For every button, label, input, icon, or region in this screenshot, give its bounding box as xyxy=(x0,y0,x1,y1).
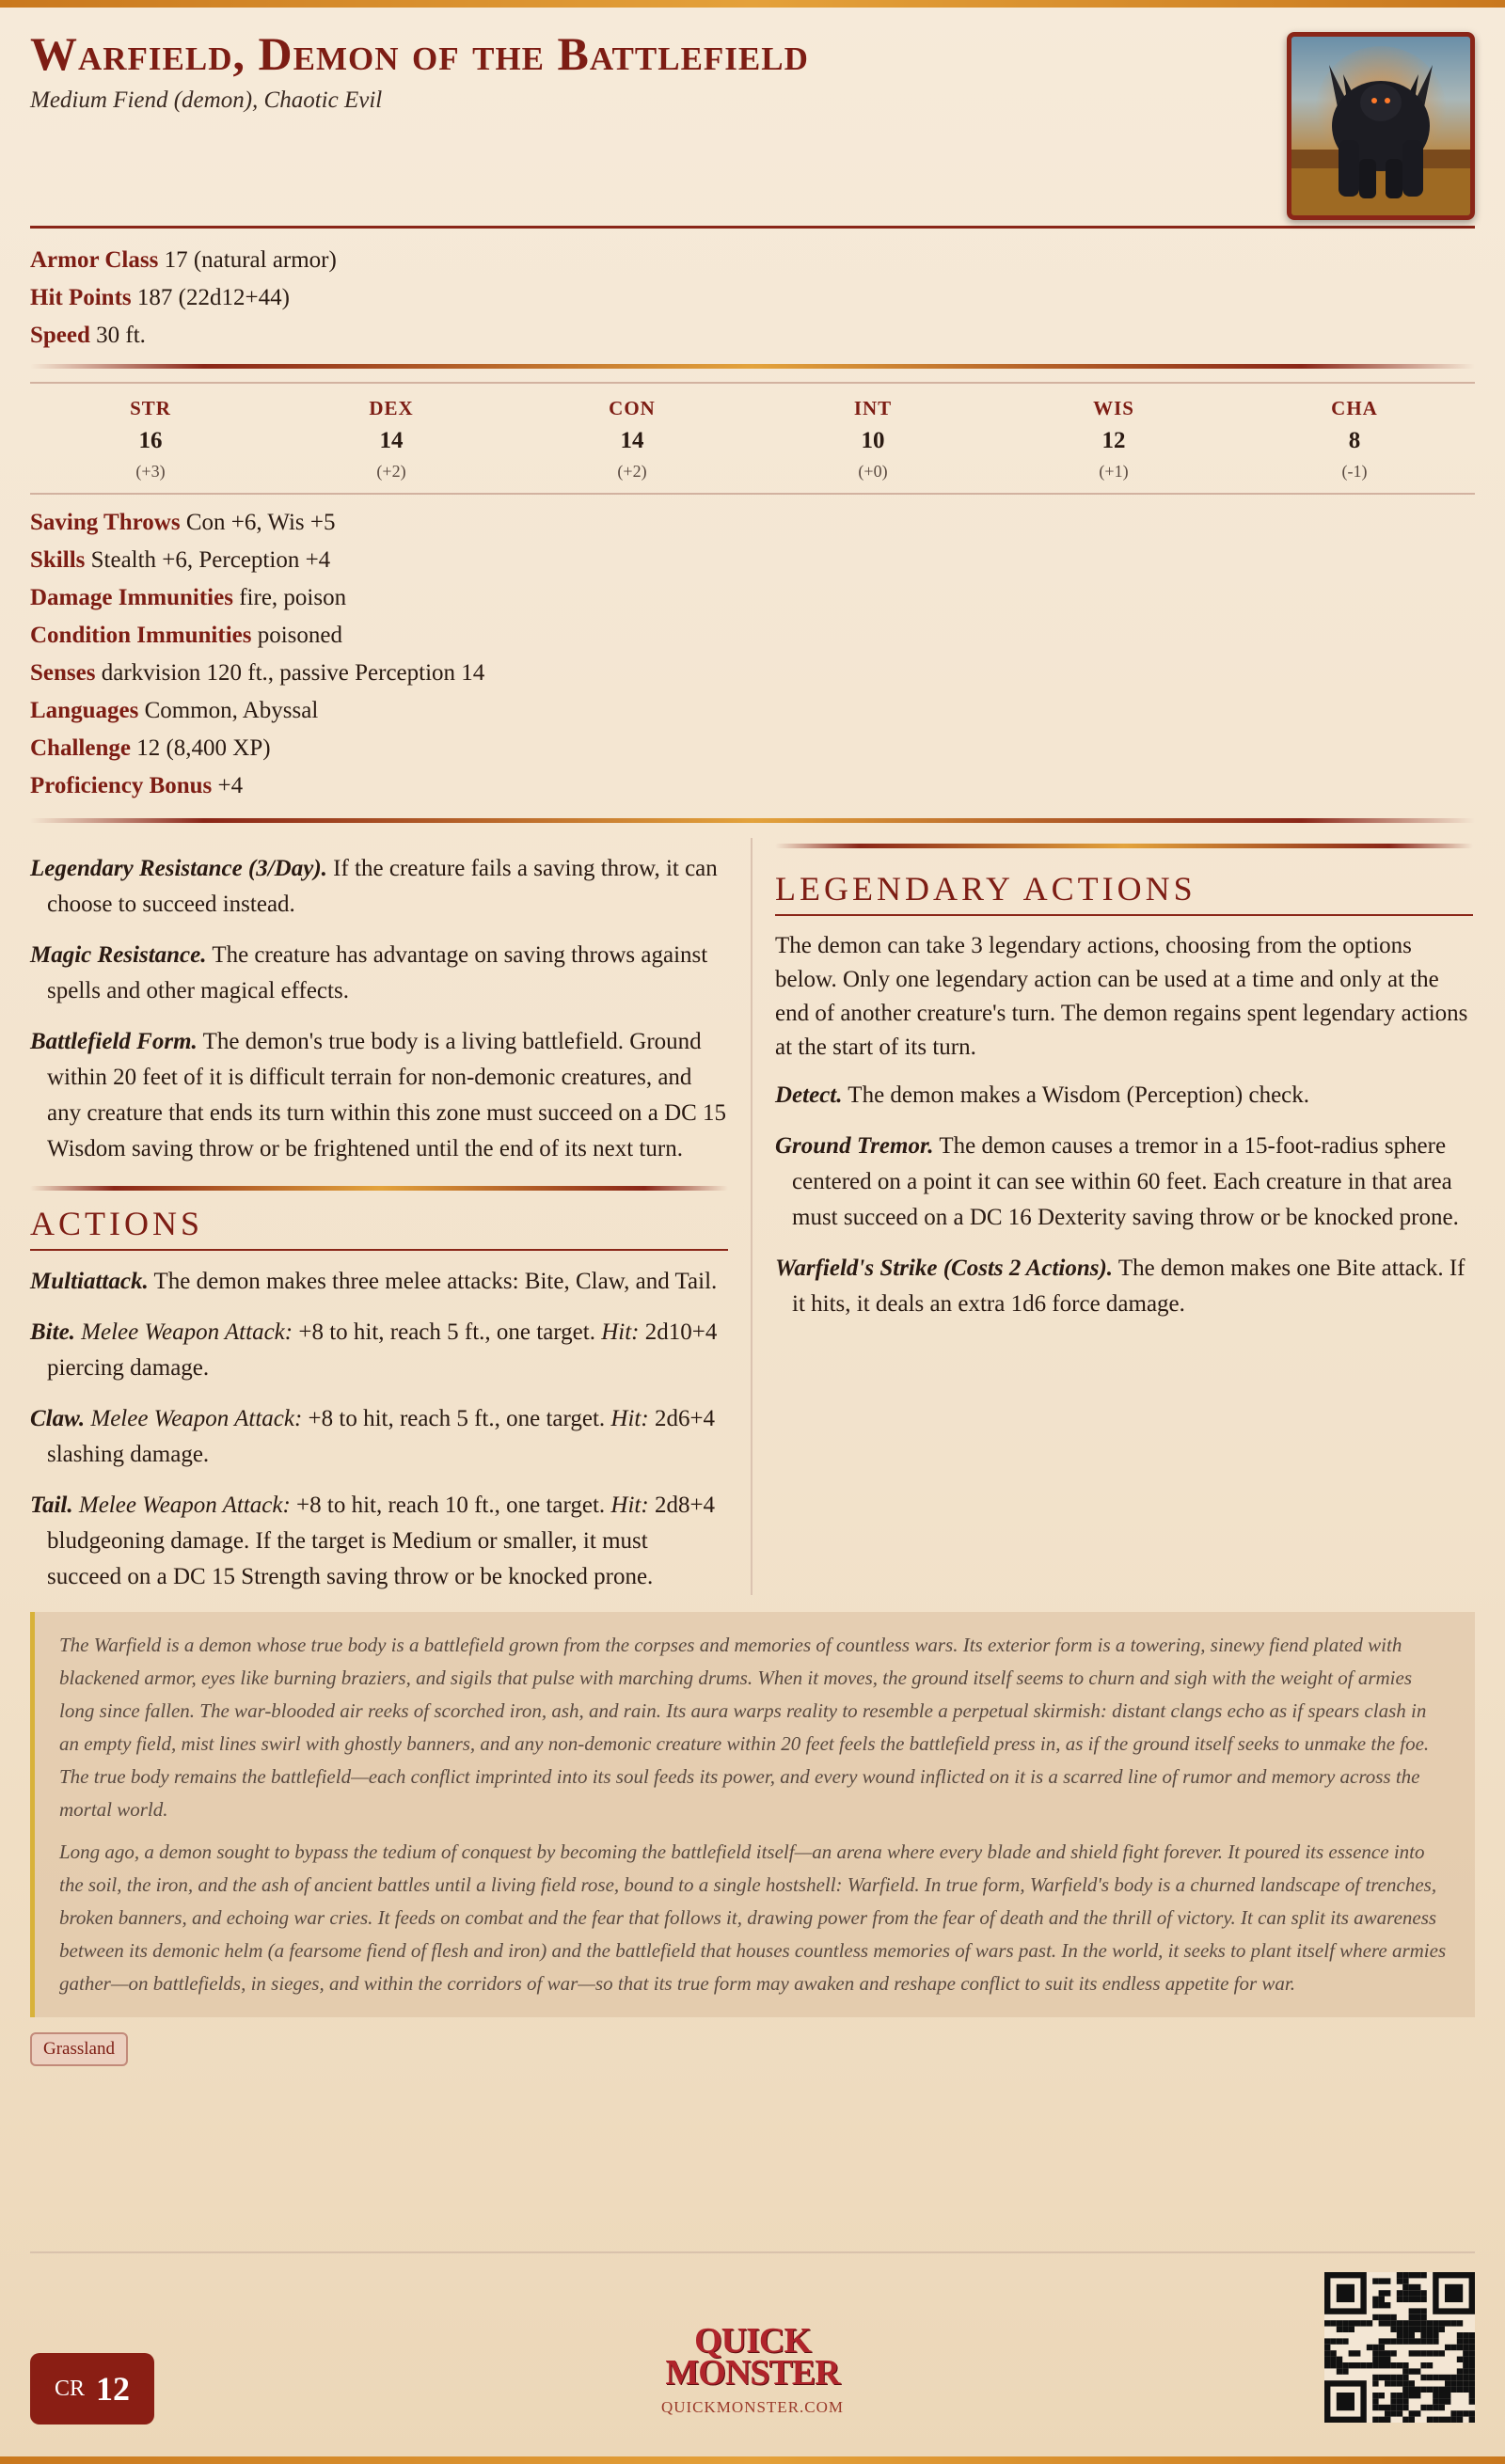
legendary-action-text: The demon makes a Wisdom (Perception) check. xyxy=(848,1082,1310,1108)
attack-type: Melee Weapon Attack: xyxy=(81,1319,293,1345)
attack-type: Melee Weapon Attack: xyxy=(78,1493,291,1518)
trait-entry xyxy=(30,851,728,923)
actions-divider xyxy=(30,1186,728,1191)
detail-properties xyxy=(30,495,1475,818)
cr-badge xyxy=(30,2353,154,2425)
property-row xyxy=(30,692,1475,730)
trait-entry xyxy=(30,1024,728,1167)
property-row xyxy=(30,579,1475,617)
left-column xyxy=(30,838,752,1595)
actions-heading: ACTIONS xyxy=(30,1204,728,1251)
legendary-action-text: The demon makes one Bite attack. If it hits, it deals an extra 1d6 force damage. xyxy=(792,1256,1465,1317)
legendary-action-name: Ground Tremor. xyxy=(775,1133,934,1159)
ability-modifier: (+1) xyxy=(1099,462,1129,481)
property-row xyxy=(30,767,1475,805)
hit-label: Hit: xyxy=(601,1319,640,1345)
ability-wis xyxy=(993,397,1234,482)
property-value: fire, poison xyxy=(239,585,347,610)
property-row xyxy=(30,279,1475,317)
ability-modifier: (-1) xyxy=(1341,462,1368,481)
legendary-action-entry xyxy=(775,1129,1473,1236)
attack-stats: +8 to hit, reach 5 ft., one target. xyxy=(308,1406,606,1431)
trait-text: The demon's true body is a living battlefield. Ground within 20 feet of it is difficult terrain for non-demonic creatures, and any creature that ends its turn within this zone must succeed on a DC 15 Wisdom saving throw or be frightened until the end of its next turn. xyxy=(47,1029,727,1161)
ability-name: STR xyxy=(130,397,171,419)
attack-stats: +8 to hit, reach 10 ft., one target. xyxy=(296,1493,606,1518)
ability-score: 14 xyxy=(620,428,644,453)
ability-con xyxy=(512,397,752,482)
trait-name: Magic Resistance. xyxy=(30,942,207,968)
property-value: 30 ft. xyxy=(96,323,146,348)
cr-label: CR xyxy=(54,2376,85,2401)
lore-box xyxy=(30,1612,1475,2017)
header xyxy=(30,28,1475,226)
property-value: +4 xyxy=(217,773,244,798)
traits-list xyxy=(30,851,728,1167)
ability-name: WIS xyxy=(1093,397,1134,419)
ability-cha xyxy=(1234,397,1475,482)
property-label: Damage Immunities xyxy=(30,585,233,610)
top-accent-bar xyxy=(0,0,1505,8)
right-column xyxy=(752,838,1473,1595)
monster-title: Warfield, Demon of the Battlefield xyxy=(30,27,809,80)
trait-text: The creature has advantage on saving throws against spells and other magical effects. xyxy=(47,942,708,1003)
ability-score: 10 xyxy=(861,428,885,453)
ability-dex xyxy=(271,397,512,482)
demon-silhouette-icon xyxy=(1291,37,1470,215)
action-entry xyxy=(30,1401,728,1473)
qr-code-icon[interactable] xyxy=(1324,2272,1475,2423)
attack-stats: +8 to hit, reach 5 ft., one target. xyxy=(298,1319,595,1345)
property-label: Languages xyxy=(30,698,139,723)
legendary-divider xyxy=(775,844,1473,848)
property-row xyxy=(30,617,1475,655)
property-row xyxy=(30,317,1475,355)
ability-modifier: (+3) xyxy=(135,462,166,481)
stat-block xyxy=(30,28,1475,2066)
legendary-action-entry xyxy=(775,1078,1473,1114)
legendary-action-name: Detect. xyxy=(775,1082,843,1108)
trait-name: Battlefield Form. xyxy=(30,1029,198,1054)
bottom-accent-bar xyxy=(0,2456,1505,2464)
ability-int xyxy=(752,397,993,482)
property-row xyxy=(30,542,1475,579)
lore-paragraph: Long ago, a demon sought to bypass the tedium of conquest by becoming the battlefield itself—an arena where every blade and shield fight forever. It poured its essence into the soil, the iron, and the ash of ancient battles until a living field rose, bound to a single hostshell: Warfield. In true form, Warfield's body is a churned landscape of trenches, broken banners, and echoing war cries. It feeds on combat and the fear that follows it, drawing power from the fear of death and the thrill of victory. It can split its awareness between its demonic helm (a fearsome fiend of flesh and iron) and the battlefield that houses countless memories of wars past. In the world, it seeks to plant itself where armies gather—on battlefields, in sieges, and within the corridors of war—so that its true form may awaken and reshape conflict to suit its endless appetite for war. xyxy=(59,1840,1447,1995)
property-row xyxy=(30,655,1475,692)
property-label: Proficiency Bonus xyxy=(30,773,213,798)
legendary-action-text: The demon causes a tremor in a 15-foot-radius sphere centered on a point it can see within 60 feet. Each creature in that area must succeed on a DC 16 Dexterity saving throw or be knocked prone. xyxy=(792,1133,1459,1230)
property-label: Senses xyxy=(30,660,96,686)
actions-list xyxy=(30,1264,728,1595)
trait-text: If the creature fails a saving throw, it can choose to succeed instead. xyxy=(47,856,718,917)
ability-scores xyxy=(30,382,1475,495)
property-value: Stealth +6, Perception +4 xyxy=(90,547,331,573)
legendary-action-name: Warfield's Strike (Costs 2 Actions). xyxy=(775,1256,1114,1281)
property-value: 17 (natural armor) xyxy=(164,247,337,273)
ability-modifier: (+2) xyxy=(617,462,647,481)
ability-name: CHA xyxy=(1331,397,1378,419)
action-text: The demon makes three melee attacks: Bite, Claw, and Tail. xyxy=(153,1269,718,1294)
action-entry xyxy=(30,1488,728,1595)
legendary-action-entry xyxy=(775,1251,1473,1322)
property-row xyxy=(30,730,1475,767)
ability-modifier: (+0) xyxy=(858,462,888,481)
monster-subtitle: Medium Fiend (demon), Chaotic Evil xyxy=(30,87,383,113)
action-text: 2d8+4 bludgeoning damage. If the target is Medium or smaller, it must succeed on a DC 15 Strength saving throw or be knocked prone. xyxy=(47,1493,716,1589)
property-label: Speed xyxy=(30,323,90,348)
action-name: Multiattack. xyxy=(30,1269,149,1294)
property-label: Condition Immunities xyxy=(30,623,252,648)
ability-score: 8 xyxy=(1348,428,1361,453)
property-value: darkvision 120 ft., passive Perception 14 xyxy=(101,660,485,686)
quickmonster-logo[interactable] xyxy=(604,2321,901,2417)
attack-type: Melee Weapon Attack: xyxy=(90,1406,303,1431)
trait-entry xyxy=(30,938,728,1009)
ability-name: DEX xyxy=(369,397,414,419)
content-columns xyxy=(30,838,1475,1595)
logo-line-2: MONSTER xyxy=(665,2353,840,2393)
demon-portrait-image[interactable] xyxy=(1287,32,1475,220)
action-text: 2d6+4 slashing damage. xyxy=(47,1406,716,1467)
property-value: Common, Abyssal xyxy=(144,698,319,723)
ability-name: INT xyxy=(853,397,893,419)
action-name: Bite. xyxy=(30,1319,75,1345)
action-name: Tail. xyxy=(30,1493,73,1518)
property-label: Challenge xyxy=(30,735,131,761)
ability-score: 14 xyxy=(379,428,404,453)
lore-paragraph: The Warfield is a demon whose true body is a battlefield grown from the corpses and memories of countless wars. Its exterior form is a towering, sinewy fiend plated with blackened armor, eyes like burning braziers, and sigils that pulse with marching drums. When it moves, the ground itself seems to churn and sigh with the weight of armies long since fallen. The war-blooded air reeks of scorched iron, ash, and rain. Its aura warps reality to resemble a perpetual skirmish: distant clangs echo as if spears clash in an empty field, mist lines swirl with ghostly banners, and any non-demonic creature within 20 feet feels the battlefield press in, as if the ground itself seeks to unmake the foe. The true body remains the battlefield—each conflict imprinted into its soul feeds its power, and every wound inflicted on it is a scarred line of rumor and memory across the mortal world. xyxy=(59,1634,1430,1821)
legendary-intro: The demon can take 3 legendary actions, choosing from the options below. Only one legendary action can be used at a time and only at the end of another creature's turn. The demon regains spent legendary actions at the start of its turn. xyxy=(775,933,1468,1060)
property-value: 187 (22d12+44) xyxy=(136,285,290,310)
property-row xyxy=(30,504,1475,542)
footer xyxy=(30,2251,1475,2432)
trait-name: Legendary Resistance (3/Day). xyxy=(30,856,327,881)
logo-url[interactable]: QUICKMONSTER.COM xyxy=(660,2398,845,2416)
logo-line-1: QUICK xyxy=(694,2321,811,2361)
cr-value: 12 xyxy=(96,2370,130,2408)
legendary-heading: LEGENDARY ACTIONS xyxy=(775,869,1473,916)
property-label: Armor Class xyxy=(30,247,159,273)
property-label: Saving Throws xyxy=(30,510,181,535)
basic-properties xyxy=(30,229,1475,364)
ability-modifier: (+2) xyxy=(376,462,406,481)
property-row xyxy=(30,242,1475,279)
action-entry xyxy=(30,1315,728,1386)
basics-divider xyxy=(30,364,1475,369)
hit-label: Hit: xyxy=(610,1406,649,1431)
action-text: 2d10+4 piercing damage. xyxy=(47,1319,718,1381)
property-label: Skills xyxy=(30,547,86,573)
action-entry xyxy=(30,1264,728,1300)
ability-str xyxy=(30,397,271,482)
hit-label: Hit: xyxy=(610,1493,649,1518)
environment-tag[interactable]: Grassland xyxy=(30,2032,128,2066)
details-divider xyxy=(30,818,1475,823)
property-label: Hit Points xyxy=(30,285,132,310)
property-value: 12 (8,400 XP) xyxy=(136,735,271,761)
property-value: poisoned xyxy=(257,623,342,648)
property-value: Con +6, Wis +5 xyxy=(185,510,336,535)
ability-score: 16 xyxy=(138,428,163,453)
legendary-list xyxy=(775,1078,1473,1322)
ability-name: CON xyxy=(609,397,656,419)
ability-score: 12 xyxy=(1101,428,1126,453)
action-name: Claw. xyxy=(30,1406,86,1431)
